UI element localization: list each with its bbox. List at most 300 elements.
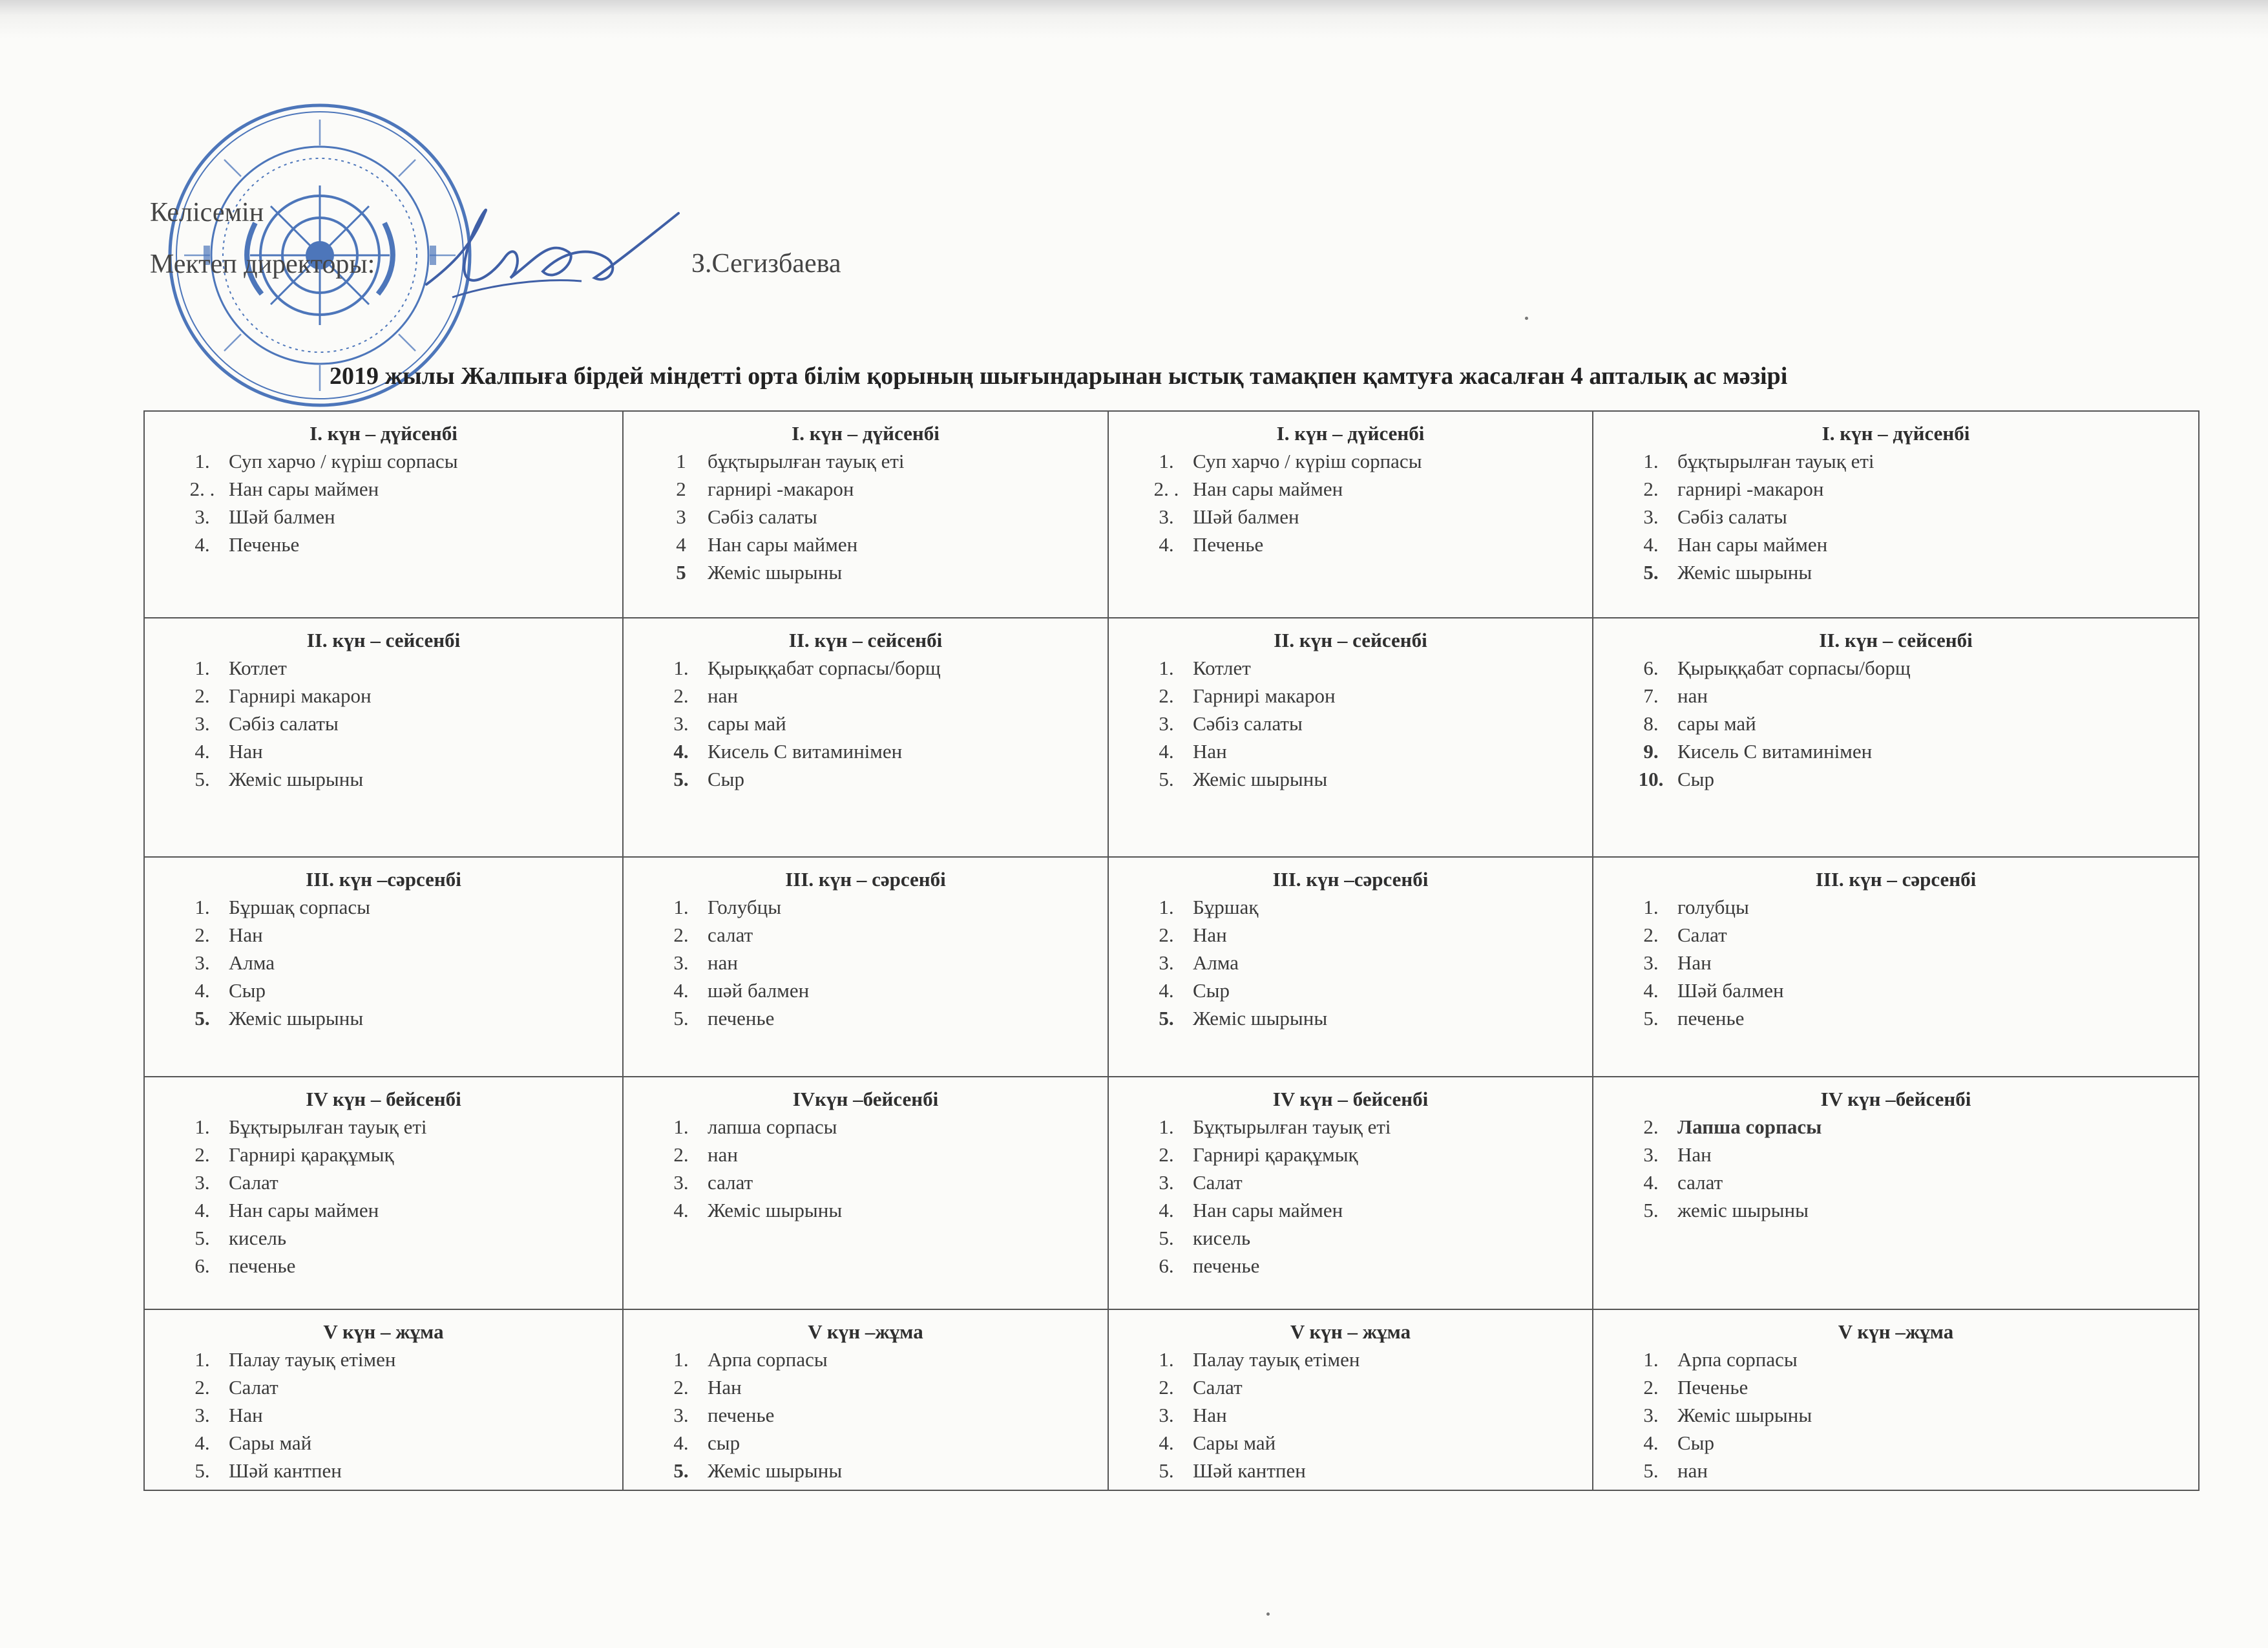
item-number: 5. [1643, 1199, 1659, 1221]
item-text: нан [708, 1143, 738, 1166]
item-text: Салат [1193, 1376, 1243, 1399]
menu-item [1624, 949, 2187, 977]
menu-cell [1593, 857, 2199, 1077]
day-title: III. күн –сәрсенбі [1272, 868, 1429, 891]
item-number: 3. [194, 1171, 210, 1194]
menu-item [1140, 1373, 1580, 1401]
menu-items-list [1605, 1113, 2187, 1224]
item-number: 1. [1643, 450, 1659, 472]
item-number: 2. [1159, 684, 1174, 707]
item-text: Арпа сорпасы [1677, 1348, 1798, 1371]
menu-item [655, 1196, 1096, 1224]
item-text: Нан сары маймен [708, 533, 858, 556]
menu-item [1140, 503, 1580, 531]
menu-item [176, 531, 611, 558]
menu-cell [144, 618, 623, 857]
item-number: 4. [1159, 533, 1174, 556]
item-number: 7. [1643, 684, 1659, 707]
menu-items-list [156, 447, 611, 558]
menu-cell [144, 857, 623, 1077]
item-number: 5. [194, 1459, 210, 1482]
menu-table [143, 410, 2200, 1491]
scan-speck [1525, 317, 1528, 320]
item-text: Шәй балмен [229, 505, 335, 528]
item-text: Шәй балмен [1677, 979, 1784, 1002]
day-title: I. күн – дүйсенбі [1276, 422, 1425, 445]
item-text: печенье [708, 1404, 775, 1426]
menu-item [176, 1224, 611, 1252]
item-text: Гарнирі қарақұмық [229, 1143, 394, 1166]
item-number: 4. [1643, 533, 1659, 556]
item-number: 6. [194, 1254, 210, 1277]
menu-item [1140, 1457, 1580, 1484]
item-text: Жеміс шырыны [1193, 768, 1328, 790]
item-text: лапша сорпасы [708, 1115, 837, 1138]
item-text: Салат [229, 1376, 278, 1399]
menu-item [176, 1004, 611, 1032]
item-number: 4. [673, 740, 689, 763]
menu-items-list [1605, 654, 2187, 793]
menu-item [655, 737, 1096, 765]
menu-item [1140, 1429, 1580, 1457]
item-text: Нан [229, 740, 263, 763]
item-number: 3. [1643, 1404, 1659, 1426]
menu-cell [1593, 1309, 2199, 1490]
menu-item [1624, 893, 2187, 921]
item-number: 5. [194, 1007, 210, 1030]
item-number: 3 [676, 505, 686, 528]
menu-item [1140, 893, 1580, 921]
item-text: Сәбіз салаты [708, 505, 817, 528]
menu-item [1140, 710, 1580, 737]
menu-item [1140, 1401, 1580, 1429]
menu-cell [623, 857, 1108, 1077]
menu-items-list [156, 1113, 611, 1280]
item-text: Бұршақ [1193, 896, 1259, 918]
menu-cell [1108, 411, 1593, 618]
item-text: Жеміс шырыны [708, 1459, 843, 1482]
menu-item [1624, 1196, 2187, 1224]
item-number: 2. [194, 1143, 210, 1166]
menu-items-list [1120, 447, 1580, 558]
item-text: Жеміс шырыны [1677, 1404, 1812, 1426]
menu-item [655, 1457, 1096, 1484]
item-number: 4 [676, 533, 686, 556]
day-title: III. күн – сәрсенбі [785, 868, 946, 891]
item-text: Нан [1193, 740, 1227, 763]
item-text: Голубцы [708, 896, 782, 918]
item-number: 5. [1159, 1227, 1174, 1249]
item-text: Нан [708, 1376, 742, 1399]
item-number: 4. [1643, 1431, 1659, 1454]
item-number: 3. [1159, 951, 1174, 974]
menu-cell [1108, 1309, 1593, 1490]
menu-item [655, 531, 1096, 558]
item-number: 4. [194, 533, 210, 556]
item-number: 2. . [1153, 478, 1179, 500]
menu-item [655, 1168, 1096, 1196]
item-text: Гарнирі қарақұмық [1193, 1143, 1358, 1166]
menu-item [1140, 1224, 1580, 1252]
item-text: Печенье [229, 533, 300, 556]
item-text: Жеміс шырыны [1193, 1007, 1328, 1030]
item-number: 1. [194, 450, 210, 472]
day-title: II. күн – сейсенбі [1819, 629, 1973, 651]
menu-item [176, 1457, 611, 1484]
item-number: 2. [1159, 1376, 1174, 1399]
item-number: 1. [1643, 896, 1659, 918]
menu-item [1624, 1113, 2187, 1141]
menu-items-list [635, 1346, 1096, 1484]
item-text: Алма [1193, 951, 1239, 974]
menu-item [176, 921, 611, 949]
menu-items-list [156, 654, 611, 793]
menu-item [1624, 1373, 2187, 1401]
item-number: 3. [673, 712, 689, 735]
item-number: 2. [1643, 478, 1659, 500]
menu-item [655, 475, 1096, 503]
item-number: 1 [676, 450, 686, 472]
item-text: печенье [1193, 1254, 1260, 1277]
menu-row [144, 618, 2199, 857]
item-text: Жеміс шырыны [229, 768, 364, 790]
menu-item [1140, 1168, 1580, 1196]
item-text: Сәбіз салаты [1677, 505, 1787, 528]
menu-row [144, 411, 2199, 618]
menu-items-list [1120, 893, 1580, 1032]
item-number: 5 [676, 561, 686, 584]
menu-items-list [1605, 893, 2187, 1032]
item-number: 3. [194, 951, 210, 974]
item-text: Гарнирі макарон [229, 684, 372, 707]
item-number: 2. [673, 924, 689, 946]
menu-item [176, 1141, 611, 1168]
scan-speck [1266, 1612, 1270, 1616]
item-number: 4. [1159, 1199, 1174, 1221]
item-text: Алма [229, 951, 275, 974]
item-number: 1. [1159, 896, 1174, 918]
menu-item [655, 503, 1096, 531]
day-title: I. күн – дүйсенбі [310, 422, 457, 445]
day-title: I. күн – дүйсенбі [792, 422, 940, 445]
item-text: Котлет [229, 657, 287, 679]
menu-item [1624, 1141, 2187, 1168]
director-label: Мектеп директоры: [150, 249, 375, 279]
item-text: гарнирі -макарон [1677, 478, 1824, 500]
item-text: Сары май [1193, 1431, 1276, 1454]
item-text: Палау тауық етімен [1193, 1348, 1360, 1371]
item-text: Нан сары маймен [1193, 478, 1343, 500]
menu-item [1140, 1346, 1580, 1373]
item-text: Бұқтырылған тауық еті [229, 1115, 427, 1138]
menu-item [1140, 737, 1580, 765]
menu-item [1140, 531, 1580, 558]
item-number: 1. [194, 1348, 210, 1371]
item-text: Нан [1193, 924, 1227, 946]
menu-item [176, 737, 611, 765]
day-title: V күн – жұма [323, 1320, 444, 1343]
item-text: Палау тауық етімен [229, 1348, 396, 1371]
menu-item [655, 1429, 1096, 1457]
menu-row [144, 857, 2199, 1077]
menu-item [1140, 1196, 1580, 1224]
menu-cell [1593, 1077, 2199, 1309]
menu-items-list [1120, 1113, 1580, 1280]
item-text: Сары май [229, 1431, 312, 1454]
item-number: 5. [1159, 768, 1174, 790]
menu-item [1624, 503, 2187, 531]
menu-item [655, 1346, 1096, 1373]
item-number: 1. [1159, 1115, 1174, 1138]
day-title: II. күн – сейсенбі [306, 629, 461, 651]
item-number: 4. [194, 1199, 210, 1221]
menu-item [1140, 765, 1580, 793]
menu-item [1624, 765, 2187, 793]
item-number: 2. [1643, 1115, 1659, 1138]
menu-cell [623, 1077, 1108, 1309]
menu-item [655, 949, 1096, 977]
item-number: 10. [1638, 768, 1664, 790]
menu-item [1624, 447, 2187, 475]
item-text: Нан [229, 1404, 263, 1426]
menu-cell [623, 1309, 1108, 1490]
menu-items-list [635, 893, 1096, 1032]
item-text: Нан [1677, 1143, 1712, 1166]
menu-item [1140, 475, 1580, 503]
menu-cell [144, 1077, 623, 1309]
menu-item [176, 1252, 611, 1280]
menu-items-list [156, 893, 611, 1032]
item-text: Лапша сорпасы [1677, 1115, 1822, 1138]
menu-item [1624, 475, 2187, 503]
item-text: салат [708, 924, 753, 946]
item-number: 5. [673, 1459, 689, 1482]
menu-cell [1108, 1077, 1593, 1309]
item-number: 3. [1159, 712, 1174, 735]
item-number: 2. [194, 684, 210, 707]
item-text: Нан сары маймен [229, 478, 379, 500]
menu-item [655, 1373, 1096, 1401]
item-text: Жеміс шырыны [708, 561, 843, 584]
item-text: Суп харчо / күріш сорпасы [229, 450, 458, 472]
item-number: 5. [1159, 1007, 1174, 1030]
item-text: кисель [229, 1227, 287, 1249]
item-number: 4. [194, 1431, 210, 1454]
menu-row [144, 1309, 2199, 1490]
menu-item [176, 1168, 611, 1196]
item-number: 5. [1643, 1459, 1659, 1482]
director-name: З.Сегизбаева [691, 249, 841, 279]
item-text: гарнирі -макарон [708, 478, 854, 500]
menu-item [1140, 1004, 1580, 1032]
item-number: 2. [1159, 1143, 1174, 1166]
menu-item [655, 710, 1096, 737]
day-title: IV күн – бейсенбі [306, 1088, 461, 1110]
item-number: 8. [1643, 712, 1659, 735]
item-number: 3. [673, 951, 689, 974]
item-text: Нан сары маймен [1677, 533, 1828, 556]
item-number: 2. [1159, 924, 1174, 946]
item-text: Жеміс шырыны [708, 1199, 843, 1221]
menu-items-list [1605, 447, 2187, 586]
menu-item [655, 765, 1096, 793]
menu-cell [144, 411, 623, 618]
document-title: 2019 жылы Жалпыға бірдей міндетті орта білім қорының шығындарынан ыстық тамақпен қамтуға жасалған 4 апталық ас мәзірі [330, 363, 1788, 390]
item-number: 2. . [189, 478, 215, 500]
item-text: бұқтырылған тауық еті [708, 450, 905, 472]
item-text: Бұқтырылған тауық еті [1193, 1115, 1391, 1138]
menu-item [1624, 682, 2187, 710]
item-number: 3. [194, 712, 210, 735]
item-number: 1. [673, 1348, 689, 1371]
item-text: Печенье [1193, 533, 1264, 556]
menu-item [1624, 1429, 2187, 1457]
item-text: Шәй балмен [1193, 505, 1299, 528]
menu-item [176, 447, 611, 475]
item-number: 4. [1159, 740, 1174, 763]
item-number: 4. [673, 979, 689, 1002]
item-text: Нан [1677, 951, 1712, 974]
item-text: Салат [229, 1171, 278, 1194]
item-number: 2 [676, 478, 686, 500]
item-number: 2. [194, 924, 210, 946]
item-text: печенье [708, 1007, 775, 1030]
item-text: Сыр [1677, 768, 1715, 790]
menu-item [176, 1401, 611, 1429]
day-title: II. күн – сейсенбі [1274, 629, 1427, 651]
menu-item [1624, 654, 2187, 682]
approval-block [150, 187, 375, 291]
menu-item [655, 1113, 1096, 1141]
item-text: Кисель С витаминімен [1677, 740, 1873, 763]
item-number: 4. [673, 1431, 689, 1454]
item-number: 1. [673, 1115, 689, 1138]
item-number: 2. [1643, 924, 1659, 946]
item-text: голубцы [1677, 896, 1749, 918]
item-number: 1. [1159, 450, 1174, 472]
item-number: 2. [673, 684, 689, 707]
menu-item [1624, 977, 2187, 1004]
item-text: Сыр [1193, 979, 1230, 1002]
menu-item [655, 893, 1096, 921]
menu-item [655, 682, 1096, 710]
item-number: 1. [194, 896, 210, 918]
day-title: I. күн – дүйсенбі [1822, 422, 1970, 445]
item-number: 3. [673, 1171, 689, 1194]
item-number: 4. [1643, 1171, 1659, 1194]
item-number: 3. [1159, 1171, 1174, 1194]
item-text: сыр [708, 1431, 740, 1454]
item-text: сары май [1677, 712, 1756, 735]
item-text: Нан [1193, 1404, 1227, 1426]
day-title: V күн – жұма [1290, 1320, 1411, 1343]
menu-item [176, 1346, 611, 1373]
menu-item [176, 1196, 611, 1224]
item-number: 4. [1159, 1431, 1174, 1454]
menu-item [1140, 447, 1580, 475]
item-number: 1. [194, 657, 210, 679]
item-text: Арпа сорпасы [708, 1348, 828, 1371]
approve-label: Келісемін [150, 198, 264, 227]
item-text: Сыр [1677, 1431, 1715, 1454]
item-number: 5. [673, 768, 689, 790]
menu-cell [1108, 857, 1593, 1077]
item-number: 3. [194, 505, 210, 528]
item-number: 5. [1643, 1007, 1659, 1030]
item-text: Салат [1193, 1171, 1243, 1194]
item-number: 3. [673, 1404, 689, 1426]
item-text: сары май [708, 712, 786, 735]
menu-item [176, 654, 611, 682]
item-text: салат [708, 1171, 753, 1194]
item-number: 3. [1643, 1143, 1659, 1166]
item-text: бұқтырылған тауық еті [1677, 450, 1874, 472]
item-number: 6. [1159, 1254, 1174, 1277]
item-number: 2. [673, 1143, 689, 1166]
menu-item [176, 503, 611, 531]
menu-items-list [635, 654, 1096, 793]
menu-items-list [635, 1113, 1096, 1224]
day-title: V күн –жұма [808, 1320, 923, 1343]
item-number: 4. [1643, 979, 1659, 1002]
item-text: Котлет [1193, 657, 1251, 679]
item-number: 5. [194, 1227, 210, 1249]
menu-item [176, 1373, 611, 1401]
item-text: Шәй кантпен [1193, 1459, 1306, 1482]
menu-item [1140, 682, 1580, 710]
item-number: 3. [1643, 505, 1659, 528]
item-number: 1. [1159, 657, 1174, 679]
item-number: 4. [1159, 979, 1174, 1002]
item-number: 1. [1643, 1348, 1659, 1371]
item-number: 3. [1159, 505, 1174, 528]
menu-items-list [156, 1346, 611, 1484]
item-number: 1. [194, 1115, 210, 1138]
item-text: Жеміс шырыны [229, 1007, 364, 1030]
item-text: Кисель С витаминімен [708, 740, 903, 763]
item-text: Сыр [229, 979, 266, 1002]
item-text: жеміс шырыны [1677, 1199, 1809, 1221]
menu-item [655, 654, 1096, 682]
item-number: 3. [1159, 1404, 1174, 1426]
item-text: Бұршақ сорпасы [229, 896, 370, 918]
menu-item [1624, 558, 2187, 586]
item-text: Шәй кантпен [229, 1459, 342, 1482]
menu-item [1140, 921, 1580, 949]
item-text: Қырыққабат сорпасы/борщ [708, 657, 941, 679]
menu-item [1140, 1113, 1580, 1141]
item-text: нан [1677, 1459, 1708, 1482]
day-title: II. күн – сейсенбі [788, 629, 943, 651]
item-number: 5. [194, 768, 210, 790]
menu-item [655, 921, 1096, 949]
item-number: 3. [1643, 951, 1659, 974]
menu-item [176, 710, 611, 737]
menu-cell [1593, 411, 2199, 618]
menu-row [144, 1077, 2199, 1309]
item-text: кисель [1193, 1227, 1251, 1249]
day-title: III. күн – сәрсенбі [1815, 868, 1977, 891]
menu-item [176, 1429, 611, 1457]
menu-item [655, 1004, 1096, 1032]
menu-item [655, 1141, 1096, 1168]
item-text: Нан сары маймен [1193, 1199, 1343, 1221]
menu-item [176, 1113, 611, 1141]
menu-item [1140, 949, 1580, 977]
item-text: Жеміс шырыны [1677, 561, 1812, 584]
item-text: Сәбіз салаты [229, 712, 339, 735]
menu-item [655, 447, 1096, 475]
